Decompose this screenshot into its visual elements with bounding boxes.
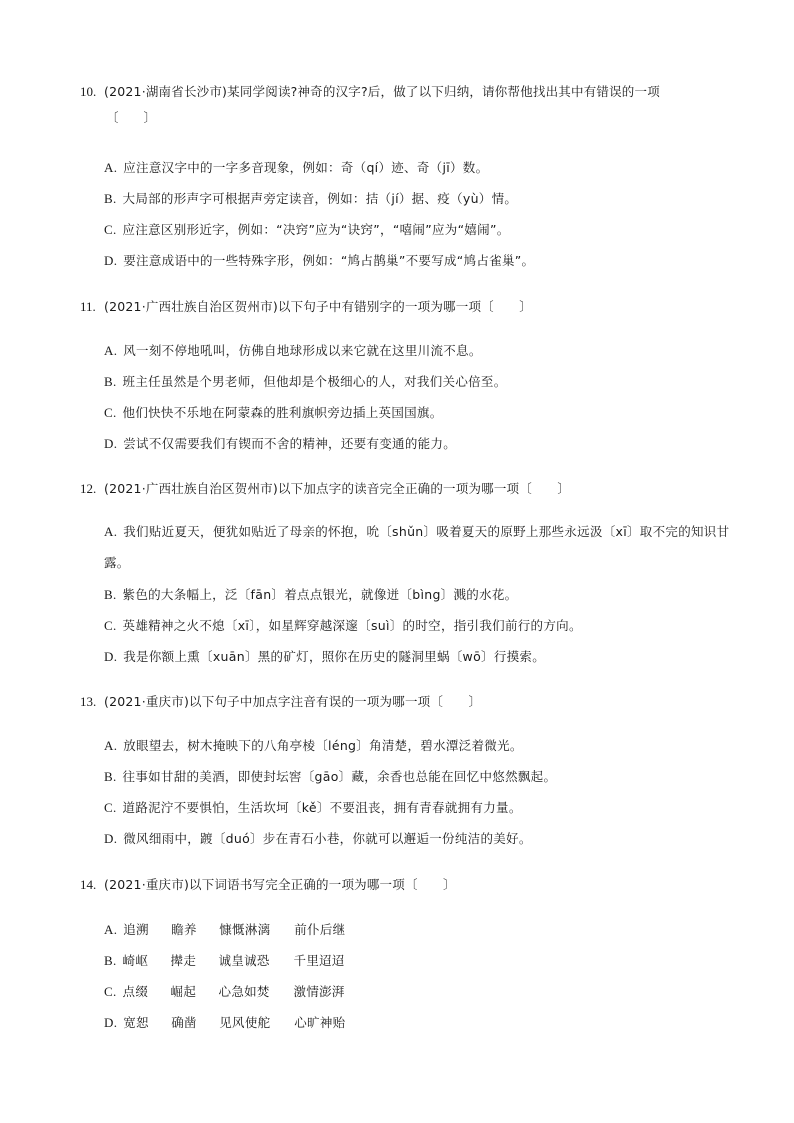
word: 崛起 — [170, 984, 197, 999]
option-text: 应注意区别形近字，例如：“决窍”应为“诀窍”，“嘻闹”应为“嬉闹”。 — [122, 222, 510, 237]
option-a — [104, 341, 482, 361]
option-c — [104, 798, 522, 818]
option-label: C. — [104, 405, 117, 420]
question-11 — [80, 297, 740, 451]
question-stem — [80, 692, 740, 712]
option-a — [104, 516, 734, 578]
word: 诚皇诚恐 — [218, 953, 270, 968]
question-number: 14. — [80, 877, 97, 892]
option-label: A. — [104, 524, 118, 539]
option-b — [104, 767, 556, 787]
question-stem — [80, 875, 740, 895]
question-stem — [80, 297, 740, 317]
question-12 — [80, 479, 740, 664]
option-label: B. — [104, 191, 117, 206]
answer-bracket: 〔 〕 — [106, 110, 157, 125]
option-label: A. — [104, 738, 118, 753]
option-label: A. — [104, 160, 118, 175]
option-text: 道路泥泞不要惧怕，生活坎坷〔kě〕不要沮丧，拥有青春就拥有力量。 — [122, 800, 522, 815]
question-text: (2021·湖南省长沙市)某同学阅读?神奇的汉字?后，做了以下归纳，请你帮他找出其中有错误的一项 — [104, 84, 660, 99]
question-13 — [80, 692, 740, 846]
option-label: B. — [104, 769, 117, 784]
option-text: 尝试不仅需要我们有锲而不舍的精神，还要有变通的能力。 — [123, 436, 457, 451]
option-a — [104, 736, 523, 756]
question-number: 11. — [80, 299, 96, 314]
option-label: D. — [104, 649, 118, 664]
word: 确凿 — [171, 1015, 197, 1030]
word: 心旷神贻 — [294, 1015, 346, 1030]
word: 追溯 — [123, 922, 149, 937]
option-d — [104, 434, 456, 454]
word: 慷慨淋漓 — [219, 922, 271, 937]
option-d — [104, 1013, 345, 1033]
word: 激情澎湃 — [293, 984, 345, 999]
option-label: C. — [104, 618, 117, 633]
question-14 — [80, 875, 740, 1030]
question-stem — [80, 82, 740, 102]
option-c — [104, 403, 443, 423]
option-label: C. — [104, 800, 117, 815]
question-text: (2021·重庆市)以下句子中加点字注音有误的一项为哪一项〔 〕 — [104, 694, 482, 709]
option-label: D. — [104, 436, 118, 451]
option-text: 应注意汉字中的一字多音现象，例如：奇（qí）迹、奇（jī）数。 — [123, 160, 489, 175]
option-label: C. — [104, 984, 117, 999]
option-label: B. — [104, 953, 117, 968]
word: 点缀 — [122, 984, 149, 999]
option-label: D. — [104, 1015, 118, 1030]
option-b — [104, 585, 517, 605]
question-text: (2021·广西壮族自治区贺州市)以下加点字的读音完全正确的一项为哪一项〔 〕 — [104, 481, 571, 496]
option-text: 放眼望去，树木掩映下的八角亭棱〔léng〕角清楚，碧水潭泛着微光。 — [123, 738, 523, 753]
word: 瞻养 — [171, 922, 197, 937]
option-c — [104, 220, 510, 240]
word: 前仆后继 — [294, 922, 346, 937]
option-b — [104, 372, 507, 392]
option-text: 我们贴近夏天，便犹如贴近了母亲的怀抱，吮〔shǔn〕吸着夏天的原野上那些永远汲〔xī〕取不完的知识甘露。 — [104, 524, 730, 570]
option-c — [104, 982, 345, 1002]
question-number: 13. — [80, 694, 97, 709]
word: 见风使舵 — [219, 1015, 271, 1030]
option-label: B. — [104, 587, 117, 602]
option-b — [104, 189, 517, 209]
word: 心急如焚 — [218, 984, 270, 999]
question-stem — [80, 479, 740, 499]
option-label: A. — [104, 343, 118, 358]
question-number: 10. — [80, 84, 97, 99]
option-label: C. — [104, 222, 117, 237]
option-text: 往事如甘甜的美酒，即使封坛窖〔gāo〕藏，余香也总能在回忆中悠然飘起。 — [122, 769, 557, 784]
question-number: 12. — [80, 481, 97, 496]
option-text: 他们快快不乐地在阿蒙森的胜利旗帜旁边插上英国国旗。 — [122, 405, 443, 420]
option-label: D. — [104, 831, 118, 846]
word: 撵走 — [170, 953, 197, 968]
option-label: B. — [104, 374, 117, 389]
option-text: 我是你额上熏〔xuān〕黑的矿灯，照你在历史的隧洞里蜗〔wō〕行摸索。 — [123, 649, 546, 664]
question-10 — [80, 82, 740, 268]
option-c — [104, 616, 582, 636]
question-text: (2021·重庆市)以下词语书写完全正确的一项为哪一项〔 〕 — [104, 877, 456, 892]
option-text: 要注意成语中的一些特殊字形，例如：“鸠占鹊巢”不要写成“鸠占雀巢”。 — [123, 253, 535, 268]
question-text: (2021·广西壮族自治区贺州市)以下句子中有错别字的一项为哪一项〔 〕 — [104, 299, 532, 314]
word: 宽恕 — [123, 1015, 149, 1030]
option-text: 班主任虽然是个男老师，但他却是个极细心的人，对我们关心倍至。 — [122, 374, 507, 389]
option-text: 英雄精神之火不熄〔xī〕，如星辉穿越深邃〔suì〕的时空，指引我们前行的方向。 — [122, 618, 582, 633]
option-text: 紫色的大条幅上，泛〔fān〕着点点银光，就像迸〔bìng〕溅的水花。 — [122, 587, 518, 602]
option-a — [104, 158, 488, 178]
option-text: 风一刻不停地吼叫，仿佛自地球形成以来它就在这里川流不息。 — [123, 343, 482, 358]
option-a — [104, 920, 345, 940]
option-text: 大局部的形声字可根据声旁定读音，例如：拮（jí）据、疫（yù）情。 — [122, 191, 518, 206]
option-d — [104, 251, 534, 271]
option-label: D. — [104, 253, 118, 268]
option-b — [104, 951, 345, 971]
option-d — [104, 829, 532, 849]
option-text: 微风细雨中，踱〔duó〕步在青石小巷，你就可以邂逅一份纯洁的美好。 — [123, 831, 532, 846]
word: 崎岖 — [122, 953, 149, 968]
option-label: A. — [104, 922, 118, 937]
option-d — [104, 647, 545, 667]
word: 千里迢迢 — [293, 953, 345, 968]
